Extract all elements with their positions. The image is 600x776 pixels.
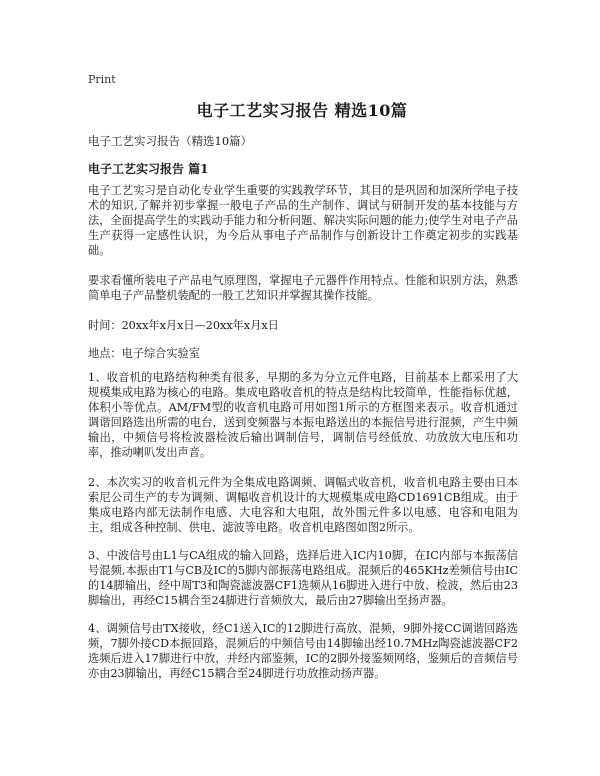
paragraph-item-1: 1、收音机的电路结构种类有很多，早期的多为分立元件电路，目前基本上都采用了大规模集成电路为核心的电路。集成电路收音机的特点是结构比较简单，性能指标优越，体积小等优点。AM/FM型的收音机电路可用如图1所示的方框图来表示。收音机通过调谐回路选出所需的电台，送到变频器与本振电路送出的本振信号进行混频，产生中频输出，中频信号将检波器检波后输出调制信号，调制信号经低放、功放放大电压和功率，推动喇叭发出声音。: [88, 371, 518, 459]
paragraph-time: 时间：20xx年x月x日—20xx年x月x日: [88, 319, 279, 332]
paragraph-intro: 电子工艺实习是自动化专业学生重要的实践教学环节，其目的是巩固和加深所学电子技术的知识,了解并初步掌握一般电子产品的生产制作、调试与研制开发的基本技能与方法，全面提高学生的实践动手能力和分析问题、解决实际问题的能力;使学生对电子产品生产获得一定感性认识，为今后从事电子产品制作与创新设计工作奠定初步的实践基础。: [88, 184, 518, 257]
print-link[interactable]: Print: [88, 73, 116, 86]
paragraph-requirements: 要求看懂所装电子产品电气原理图，掌握电子元器件作用特点、性能和识别方法，熟悉简单电子产品整机装配的一般工艺知识并掌握其操作技能。: [88, 274, 518, 302]
paragraph-item-2: 2、本次实习的收音机元件为全集成电路调频、调幅式收音机，收音机电路主要由日本索尼公司生产的专为调频、调幅收音机设计的大规模集成电路CD1691CB组成。由于集成电路内部无法制作电感、大电容和大电阻，故外围元件多以电感、电容和电阻为主，组成各种控制、供电、滤波等电路。收音机电路图如图2所示。: [88, 476, 518, 534]
paragraph-item-4: 4、调频信号由TX接收，经C1送入IC的12脚进行高放、混频，9脚外接CC调谐回路选频，7脚外接CD本振回路，混频后的中频信号由14脚输出经10.7MHz陶瓷滤波器CF2选频后进入17脚进行中放，并经内部鉴频，IC的2脚外接鉴频网络，鉴频后的音频信号亦由23脚输出，再经C15耦合至24脚进行功放推动扬声器。: [88, 622, 518, 680]
document-subtitle: 电子工艺实习报告（精选10篇）: [88, 134, 253, 148]
section-heading: 电子工艺实习报告 篇1: [88, 162, 209, 176]
paragraph-item-3: 3、中波信号由L1与CA组成的输入回路，选择后进入IC内10脚，在IC内部与本振荡信号混频,本振由T1与CB及IC的5脚内部振荡电路组成。混频后的465KHz差频信号由IC的14脚输出，经中周T3和陶瓷滤波器CF1选频从16脚进入进行中放、检波，然后由23脚输出，再经C15耦合至24脚进行音频放大，最后由27脚输出至扬声器。: [88, 549, 518, 607]
paragraph-location: 地点：电子综合实验室: [88, 347, 200, 360]
page-title: 电子工艺实习报告 精选10篇: [196, 101, 408, 120]
